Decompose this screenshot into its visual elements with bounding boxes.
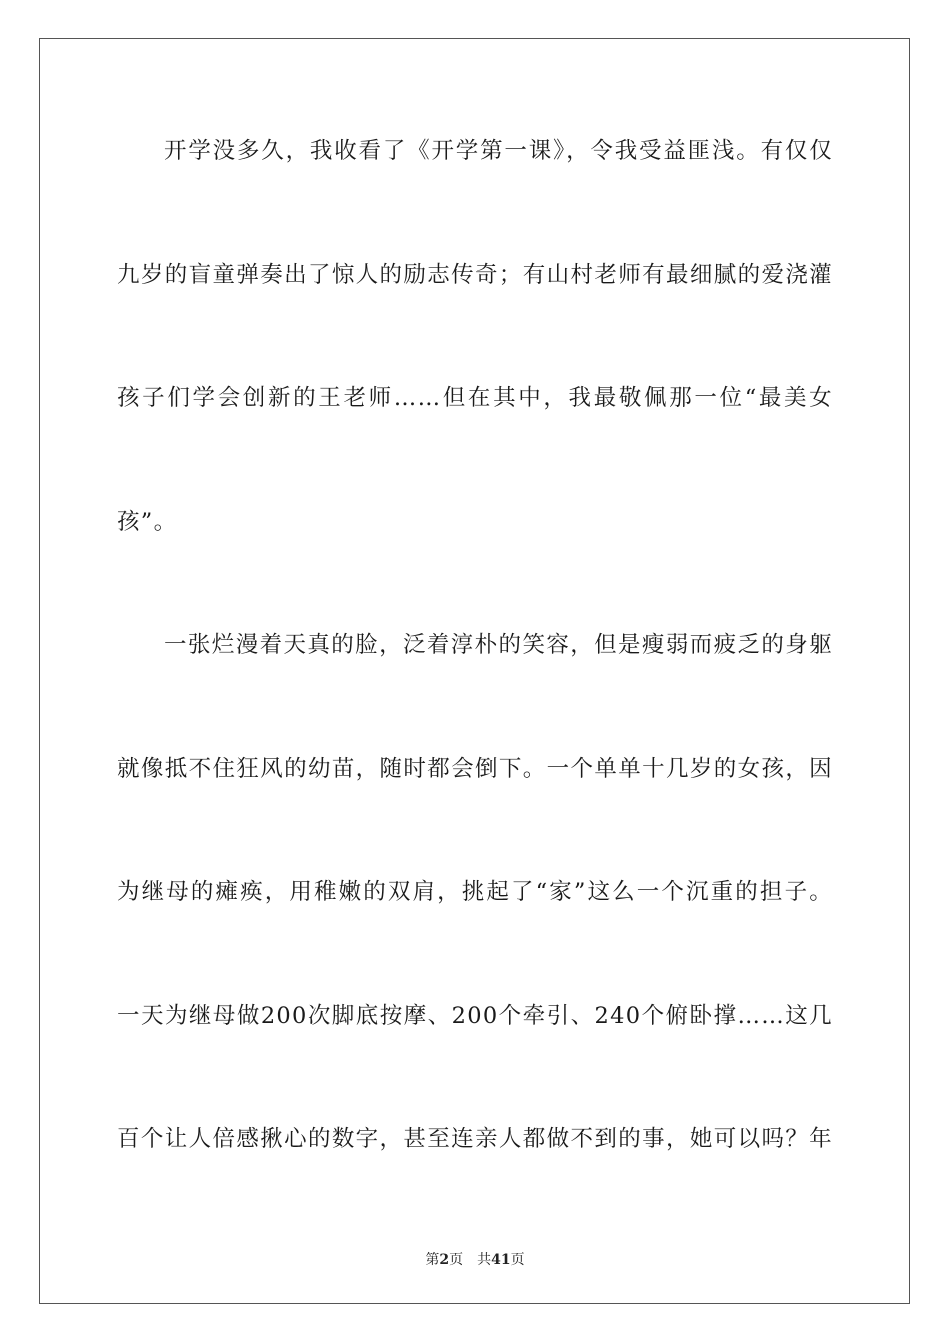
- document-body: [117, 128, 833, 1240]
- page-prefix: 第: [425, 1252, 440, 1268]
- total-prefix: 共: [477, 1252, 492, 1268]
- page-number: 2: [439, 1252, 450, 1268]
- text-line-1: 开学没多久，我收看了《开学第一课》，令我受益匪浅。有仅仅: [164, 138, 833, 164]
- text-line-7: 为继母的瘫痪，用稚嫩的双肩，挑起了“家”这么一个沉重的担子。: [117, 879, 833, 905]
- text-line-9: 百个让人倍感揪心的数字，甚至连亲人都做不到的事，她可以吗？年: [117, 1126, 833, 1152]
- text-line-4: 孩”。: [117, 508, 178, 535]
- text-line-2: 九岁的盲童弹奏出了惊人的励志传奇；有山村老师有最细腻的爱浇灌: [117, 261, 833, 288]
- text-line-6: 就像抵不住狂风的幼苗，随时都会倒下。一个单单十几岁的女孩，因: [117, 755, 833, 782]
- text-line-8: 一天为继母做200次脚底按摩、200个牵引、240个俯卧撑……这几: [117, 1002, 833, 1029]
- total-pages: 41: [491, 1252, 511, 1268]
- text-line-3: 孩子们学会创新的王老师……但在其中，我最敬佩那一位“最美女: [117, 385, 833, 411]
- total-suffix: 页: [510, 1252, 525, 1268]
- page-suffix: 页: [449, 1252, 464, 1268]
- text-line-5: 一张烂漫着天真的脸，泛着淳朴的笑容，但是瘦弱而疲乏的身躯: [164, 632, 833, 658]
- page-footer: [0, 1249, 950, 1269]
